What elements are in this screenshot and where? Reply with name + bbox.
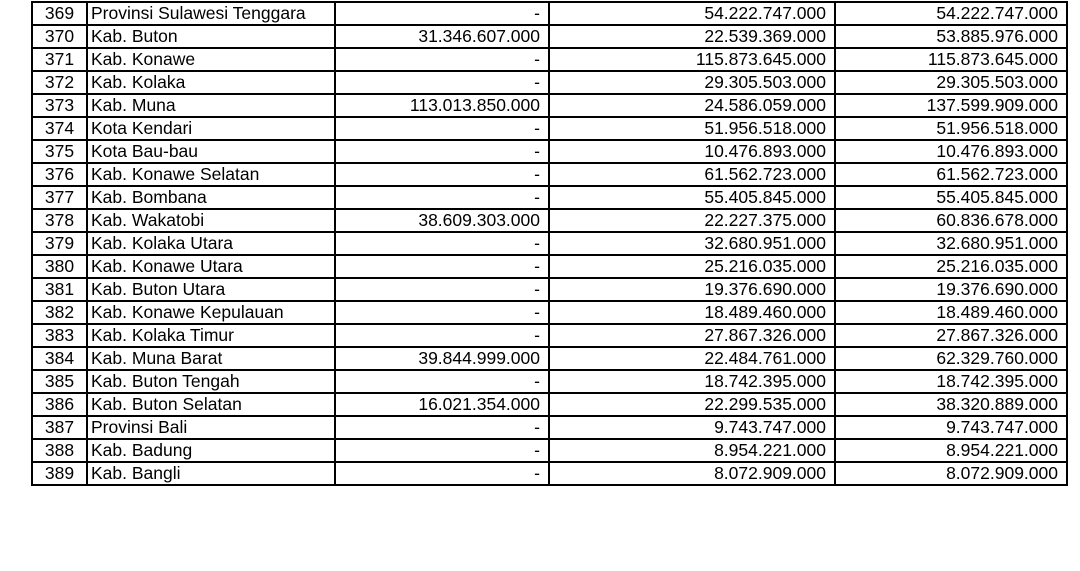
table-row xyxy=(32,209,1067,232)
amount-cell-2: 18.489.460.000 xyxy=(549,301,835,324)
amount-cell-2: 32.680.951.000 xyxy=(549,232,835,255)
region-name-cell: Kab. Kolaka Utara xyxy=(87,232,335,255)
row-number-cell: 375 xyxy=(32,140,87,163)
region-name-cell: Provinsi Sulawesi Tenggara xyxy=(87,2,335,25)
total-amount-cell: 38.320.889.000 xyxy=(835,393,1067,416)
amount-cell-1: - xyxy=(335,163,549,186)
amount-cell-1: - xyxy=(335,186,549,209)
amount-cell-2: 8.072.909.000 xyxy=(549,462,835,485)
amount-cell-2: 55.405.845.000 xyxy=(549,186,835,209)
amount-cell-2: 9.743.747.000 xyxy=(549,416,835,439)
total-amount-cell: 18.489.460.000 xyxy=(835,301,1067,324)
table-row xyxy=(32,48,1067,71)
table-row xyxy=(32,393,1067,416)
row-number-cell: 376 xyxy=(32,163,87,186)
amount-cell-2: 22.299.535.000 xyxy=(549,393,835,416)
amount-cell-2: 19.376.690.000 xyxy=(549,278,835,301)
row-number-cell: 373 xyxy=(32,94,87,117)
table-row xyxy=(32,163,1067,186)
region-name-cell: Kab. Konawe Kepulauan xyxy=(87,301,335,324)
amount-cell-1: 38.609.303.000 xyxy=(335,209,549,232)
total-amount-cell: 8.954.221.000 xyxy=(835,439,1067,462)
amount-cell-1: 16.021.354.000 xyxy=(335,393,549,416)
row-number-cell: 385 xyxy=(32,370,87,393)
row-number-cell: 384 xyxy=(32,347,87,370)
amount-cell-2: 22.539.369.000 xyxy=(549,25,835,48)
region-name-cell: Kab. Konawe Selatan xyxy=(87,163,335,186)
total-amount-cell: 25.216.035.000 xyxy=(835,255,1067,278)
table-row xyxy=(32,416,1067,439)
row-number-cell: 382 xyxy=(32,301,87,324)
region-name-cell: Provinsi Bali xyxy=(87,416,335,439)
row-number-cell: 389 xyxy=(32,462,87,485)
region-name-cell: Kab. Buton Selatan xyxy=(87,393,335,416)
amount-cell-1: - xyxy=(335,324,549,347)
table-row xyxy=(32,94,1067,117)
amount-cell-1: - xyxy=(335,301,549,324)
region-name-cell: Kab. Konawe Utara xyxy=(87,255,335,278)
total-amount-cell: 115.873.645.000 xyxy=(835,48,1067,71)
region-name-cell: Kab. Bombana xyxy=(87,186,335,209)
row-number-cell: 386 xyxy=(32,393,87,416)
table-row xyxy=(32,462,1067,485)
table-row xyxy=(32,140,1067,163)
table-row xyxy=(32,347,1067,370)
amount-cell-2: 51.956.518.000 xyxy=(549,117,835,140)
region-name-cell: Kab. Muna Barat xyxy=(87,347,335,370)
total-amount-cell: 18.742.395.000 xyxy=(835,370,1067,393)
total-amount-cell: 27.867.326.000 xyxy=(835,324,1067,347)
table-row xyxy=(32,25,1067,48)
total-amount-cell: 62.329.760.000 xyxy=(835,347,1067,370)
amount-cell-1: - xyxy=(335,117,549,140)
row-number-cell: 371 xyxy=(32,48,87,71)
region-name-cell: Kab. Kolaka Timur xyxy=(87,324,335,347)
row-number-cell: 370 xyxy=(32,25,87,48)
total-amount-cell: 19.376.690.000 xyxy=(835,278,1067,301)
total-amount-cell: 55.405.845.000 xyxy=(835,186,1067,209)
total-amount-cell: 9.743.747.000 xyxy=(835,416,1067,439)
row-number-cell: 381 xyxy=(32,278,87,301)
region-name-cell: Kab. Muna xyxy=(87,94,335,117)
amount-cell-1: - xyxy=(335,416,549,439)
amount-cell-2: 24.586.059.000 xyxy=(549,94,835,117)
row-number-cell: 380 xyxy=(32,255,87,278)
table-row xyxy=(32,117,1067,140)
amount-cell-2: 18.742.395.000 xyxy=(549,370,835,393)
total-amount-cell: 29.305.503.000 xyxy=(835,71,1067,94)
amount-cell-2: 54.222.747.000 xyxy=(549,2,835,25)
table-row xyxy=(32,255,1067,278)
table-row xyxy=(32,71,1067,94)
total-amount-cell: 8.072.909.000 xyxy=(835,462,1067,485)
total-amount-cell: 53.885.976.000 xyxy=(835,25,1067,48)
region-name-cell: Kab. Buton xyxy=(87,25,335,48)
amount-cell-1: - xyxy=(335,232,549,255)
amount-cell-1: - xyxy=(335,140,549,163)
table-row xyxy=(32,370,1067,393)
total-amount-cell: 137.599.909.000 xyxy=(835,94,1067,117)
table-row xyxy=(32,186,1067,209)
region-name-cell: Kab. Kolaka xyxy=(87,71,335,94)
amount-cell-1: - xyxy=(335,439,549,462)
amount-cell-1: - xyxy=(335,255,549,278)
total-amount-cell: 51.956.518.000 xyxy=(835,117,1067,140)
row-number-cell: 372 xyxy=(32,71,87,94)
table-body xyxy=(32,2,1067,485)
table-row xyxy=(32,2,1067,25)
region-name-cell: Kab. Bangli xyxy=(87,462,335,485)
amount-cell-1: 113.013.850.000 xyxy=(335,94,549,117)
amount-cell-1: - xyxy=(335,71,549,94)
table-row xyxy=(32,439,1067,462)
table-row xyxy=(32,301,1067,324)
row-number-cell: 377 xyxy=(32,186,87,209)
row-number-cell: 369 xyxy=(32,2,87,25)
amount-cell-1: - xyxy=(335,2,549,25)
amount-cell-1: - xyxy=(335,48,549,71)
total-amount-cell: 10.476.893.000 xyxy=(835,140,1067,163)
region-name-cell: Kab. Konawe xyxy=(87,48,335,71)
row-number-cell: 388 xyxy=(32,439,87,462)
row-number-cell: 383 xyxy=(32,324,87,347)
amount-cell-2: 25.216.035.000 xyxy=(549,255,835,278)
amount-cell-2: 22.227.375.000 xyxy=(549,209,835,232)
total-amount-cell: 60.836.678.000 xyxy=(835,209,1067,232)
table-row xyxy=(32,324,1067,347)
amount-cell-1: - xyxy=(335,278,549,301)
row-number-cell: 374 xyxy=(32,117,87,140)
row-number-cell: 379 xyxy=(32,232,87,255)
total-amount-cell: 54.222.747.000 xyxy=(835,2,1067,25)
amount-cell-2: 61.562.723.000 xyxy=(549,163,835,186)
allocation-table xyxy=(31,1,1068,486)
total-amount-cell: 32.680.951.000 xyxy=(835,232,1067,255)
table-row xyxy=(32,278,1067,301)
amount-cell-1: - xyxy=(335,370,549,393)
amount-cell-2: 10.476.893.000 xyxy=(549,140,835,163)
amount-cell-2: 27.867.326.000 xyxy=(549,324,835,347)
amount-cell-1: 39.844.999.000 xyxy=(335,347,549,370)
amount-cell-1: - xyxy=(335,462,549,485)
amount-cell-2: 29.305.503.000 xyxy=(549,71,835,94)
amount-cell-2: 115.873.645.000 xyxy=(549,48,835,71)
total-amount-cell: 61.562.723.000 xyxy=(835,163,1067,186)
row-number-cell: 387 xyxy=(32,416,87,439)
amount-cell-2: 8.954.221.000 xyxy=(549,439,835,462)
region-name-cell: Kab. Badung xyxy=(87,439,335,462)
region-name-cell: Kota Bau-bau xyxy=(87,140,335,163)
region-name-cell: Kota Kendari xyxy=(87,117,335,140)
region-name-cell: Kab. Buton Tengah xyxy=(87,370,335,393)
amount-cell-2: 22.484.761.000 xyxy=(549,347,835,370)
region-name-cell: Kab. Wakatobi xyxy=(87,209,335,232)
amount-cell-1: 31.346.607.000 xyxy=(335,25,549,48)
region-name-cell: Kab. Buton Utara xyxy=(87,278,335,301)
row-number-cell: 378 xyxy=(32,209,87,232)
table-row xyxy=(32,232,1067,255)
